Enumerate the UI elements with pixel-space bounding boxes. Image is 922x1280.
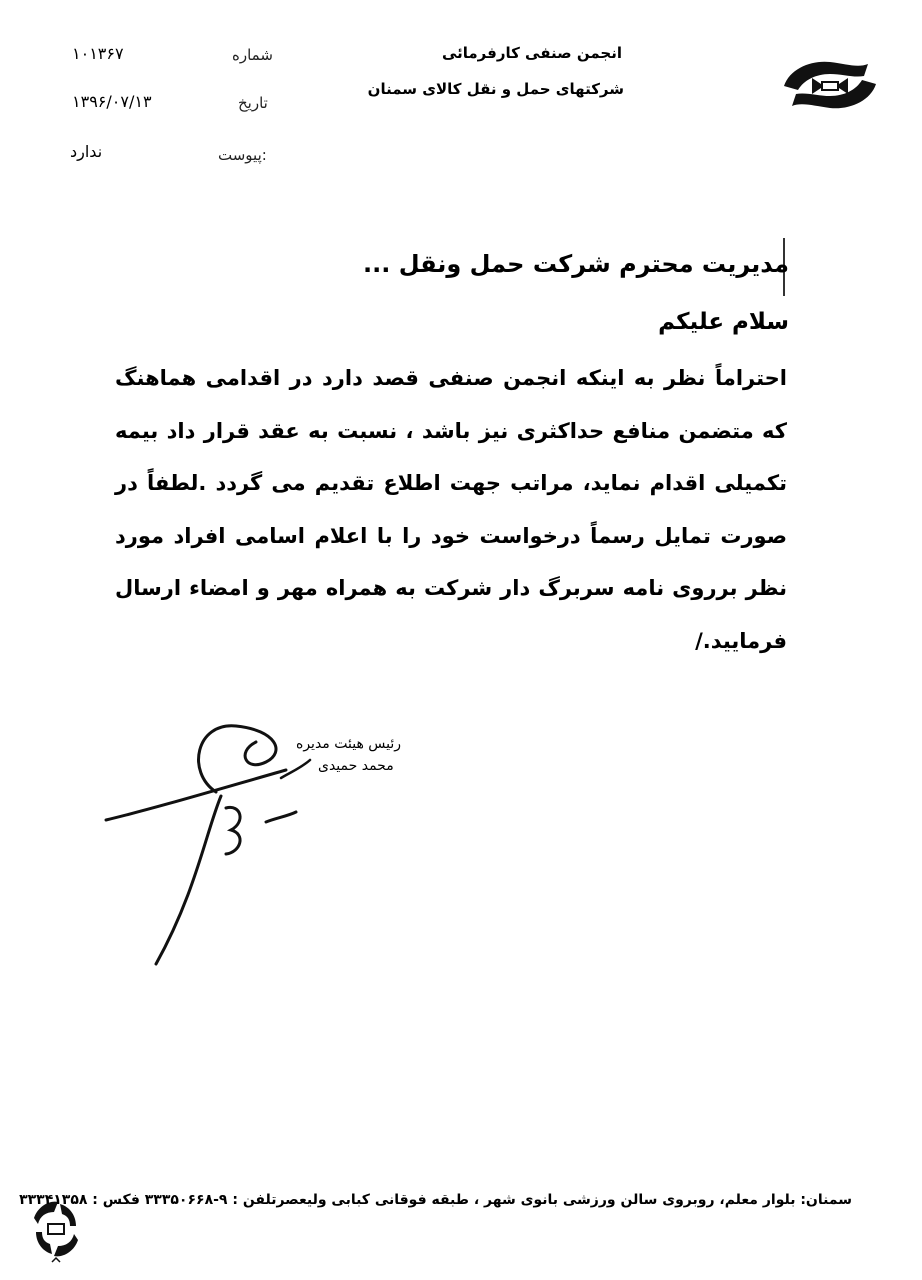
footer-address: سمنان: بلوار معلم، روبروی سالن ورزشی بانوی شهر ، طبقه فوقانی کبابی ولیعصرتلفن : ۹-۳۳۳۵۰۶۶۸ فکس : ۳۳۳۴۱۳۵۸ [19, 1192, 852, 1208]
greeting: سلام علیکم [658, 309, 789, 335]
truck-arrows-logo-icon [776, 56, 884, 114]
signatory-name: محمد حمیدی [318, 758, 394, 774]
attachment-label: پیوست: [218, 146, 267, 164]
letter-number: ۱۰۱۳۶۷ [72, 44, 124, 63]
recipient-line: مدیریت محترم شرکت حمل ونقل ... [362, 250, 789, 278]
organization-name: انجمن صنفی کارفرمائی [441, 44, 622, 62]
letter-body: احتراماً نظر به اینکه انجمن صنفی قصد دارد در اقدامی هماهنگ که متضمن منافع حداکثری نیز باشد ، نسبت به عقد قرار داد بیمه تکمیلی اقدام نماید، مراتب جهت اطلاع تقدیم می گردد .لطفاً در صورت تمایل رسماً درخواست خود را با اعلام اسامی افراد مورد نظر برروی نامه سربرگ دار شرکت به همراه مهر و امضاء ارسال فرمایید./ [115, 366, 787, 653]
handwritten-signature [96, 712, 336, 972]
letter-date: ۱۳۹۶/۰۷/۱۳ [72, 92, 152, 111]
number-label: شماره [232, 46, 273, 64]
attachment-value: ندارد [70, 142, 103, 161]
date-label: تاریخ [238, 94, 268, 112]
signatory-title: رئیس هیئت مدیره [296, 736, 402, 752]
organization-subtitle: شرکتهای حمل و نقل کالای سمنان [367, 80, 624, 98]
